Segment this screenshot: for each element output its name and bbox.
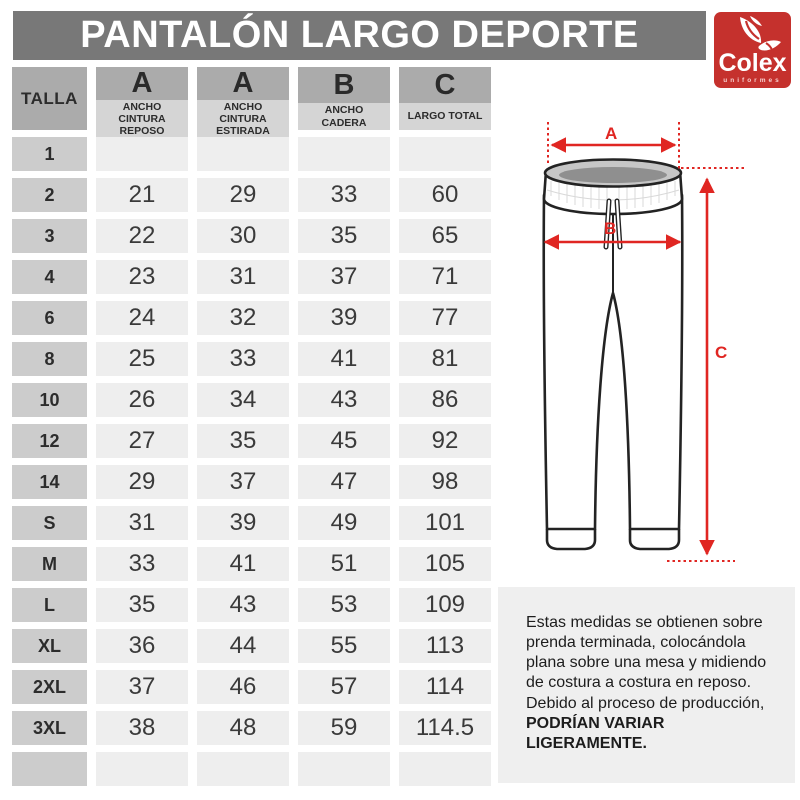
waist-opening-shadow	[559, 167, 667, 183]
measurement-value	[399, 752, 491, 786]
measurement-value: 60	[399, 178, 491, 212]
measurement-value: 101	[399, 506, 491, 540]
measurement-value: 27	[96, 424, 188, 458]
measurement-value: 77	[399, 301, 491, 335]
brand-name: Colex	[718, 49, 787, 77]
column-header-waist-rest	[96, 67, 188, 138]
measurement-value: 55	[298, 629, 390, 663]
measurement-value: 32	[197, 301, 289, 335]
measurement-value: 65	[399, 219, 491, 253]
measurement-value: 81	[399, 342, 491, 376]
measurement-value	[197, 752, 289, 786]
column-letter-b: B	[298, 67, 390, 103]
measurement-value: 109	[399, 588, 491, 622]
dimension-label-a: A	[605, 124, 618, 143]
measurement-value: 114.5	[399, 711, 491, 745]
measurement-value: 41	[197, 547, 289, 581]
column-label-b: ANCHO CADERA	[298, 103, 390, 130]
measurement-value: 24	[96, 301, 188, 335]
measurement-note	[498, 587, 795, 783]
measurement-value: 34	[197, 383, 289, 417]
brand-tagline: uniformes	[723, 77, 782, 84]
measurement-value: 41	[298, 342, 390, 376]
bird-icon	[714, 14, 791, 54]
measurement-value: 29	[96, 465, 188, 499]
row-size-label: M	[12, 547, 87, 581]
size-column-header: TALLA	[12, 67, 87, 130]
measurement-value	[399, 137, 491, 171]
measurement-value	[96, 752, 188, 786]
measurement-value: 45	[298, 424, 390, 458]
measurement-value	[197, 137, 289, 171]
measurement-value: 33	[96, 547, 188, 581]
measurement-value: 37	[197, 465, 289, 499]
measurement-value	[298, 137, 390, 171]
measurement-value: 57	[298, 670, 390, 704]
measurement-value: 47	[298, 465, 390, 499]
row-size-label: 6	[12, 301, 87, 335]
measurement-value: 33	[197, 342, 289, 376]
measurement-value: 114	[399, 670, 491, 704]
measurement-value: 59	[298, 711, 390, 745]
measurement-value	[298, 752, 390, 786]
measurement-value: 44	[197, 629, 289, 663]
measurement-value: 51	[298, 547, 390, 581]
brand-logo	[714, 12, 791, 88]
row-size-label: 14	[12, 465, 87, 499]
pants-diagram	[495, 95, 795, 565]
measurement-value: 43	[298, 383, 390, 417]
row-size-label: 2	[12, 178, 87, 212]
measurement-value: 113	[399, 629, 491, 663]
measurement-value: 35	[96, 588, 188, 622]
measurement-value: 105	[399, 547, 491, 581]
row-size-label: 3	[12, 219, 87, 253]
note-text: Estas medidas se obtienen sobre prenda terminada, colocándola plana sobre una mesa y midiendo de costura a costura en reposo. Debido al proceso de producción,	[526, 614, 767, 712]
dimension-label-c: C	[715, 343, 728, 362]
measurement-value: 26	[96, 383, 188, 417]
page-title: PANTALÓN LARGO DEPORTE	[80, 14, 639, 56]
measurement-value: 43	[197, 588, 289, 622]
column-label-a2: ANCHO CINTURA ESTIRADA	[197, 100, 289, 138]
column-header-waist-stretched	[197, 67, 289, 138]
column-letter-c: C	[399, 67, 491, 103]
measurement-value: 92	[399, 424, 491, 458]
column-header-length	[399, 67, 491, 130]
dimension-label-b: B	[604, 219, 617, 238]
column-header-hip	[298, 67, 390, 130]
measurement-value: 23	[96, 260, 188, 294]
measurement-value: 86	[399, 383, 491, 417]
measurement-value: 35	[197, 424, 289, 458]
column-letter-a2: A	[197, 67, 289, 100]
row-size-label: 2XL	[12, 670, 87, 704]
title-bar	[13, 11, 706, 60]
measurement-value: 98	[399, 465, 491, 499]
measurement-value: 53	[298, 588, 390, 622]
row-size-label	[12, 752, 87, 786]
row-size-label: L	[12, 588, 87, 622]
measurement-value: 71	[399, 260, 491, 294]
measurement-value: 33	[298, 178, 390, 212]
row-size-label: 3XL	[12, 711, 87, 745]
measurement-value: 48	[197, 711, 289, 745]
row-size-label: 8	[12, 342, 87, 376]
measurement-value: 39	[197, 506, 289, 540]
column-label-a1: ANCHO CINTURA REPOSO	[96, 100, 188, 138]
measurement-value: 39	[298, 301, 390, 335]
measurement-value	[96, 137, 188, 171]
measurement-value: 38	[96, 711, 188, 745]
measurement-value: 37	[298, 260, 390, 294]
measurement-value: 22	[96, 219, 188, 253]
row-size-label: 4	[12, 260, 87, 294]
measurement-value: 31	[197, 260, 289, 294]
measurement-value: 30	[197, 219, 289, 253]
measurement-value: 49	[298, 506, 390, 540]
measurement-value: 29	[197, 178, 289, 212]
column-letter-a1: A	[96, 67, 188, 100]
column-label-c: LARGO TOTAL	[399, 103, 491, 130]
measurement-value: 31	[96, 506, 188, 540]
measurement-value: 36	[96, 629, 188, 663]
row-size-label: S	[12, 506, 87, 540]
row-size-label: XL	[12, 629, 87, 663]
measurement-value: 35	[298, 219, 390, 253]
row-size-label: 12	[12, 424, 87, 458]
measurement-value: 25	[96, 342, 188, 376]
row-size-label: 1	[12, 137, 87, 171]
measurement-value: 46	[197, 670, 289, 704]
size-table	[12, 67, 491, 786]
measurement-value: 37	[96, 670, 188, 704]
row-size-label: 10	[12, 383, 87, 417]
measurement-value: 21	[96, 178, 188, 212]
note-emphasis: PODRÍAN VARIAR LIGERAMENTE.	[526, 714, 665, 752]
